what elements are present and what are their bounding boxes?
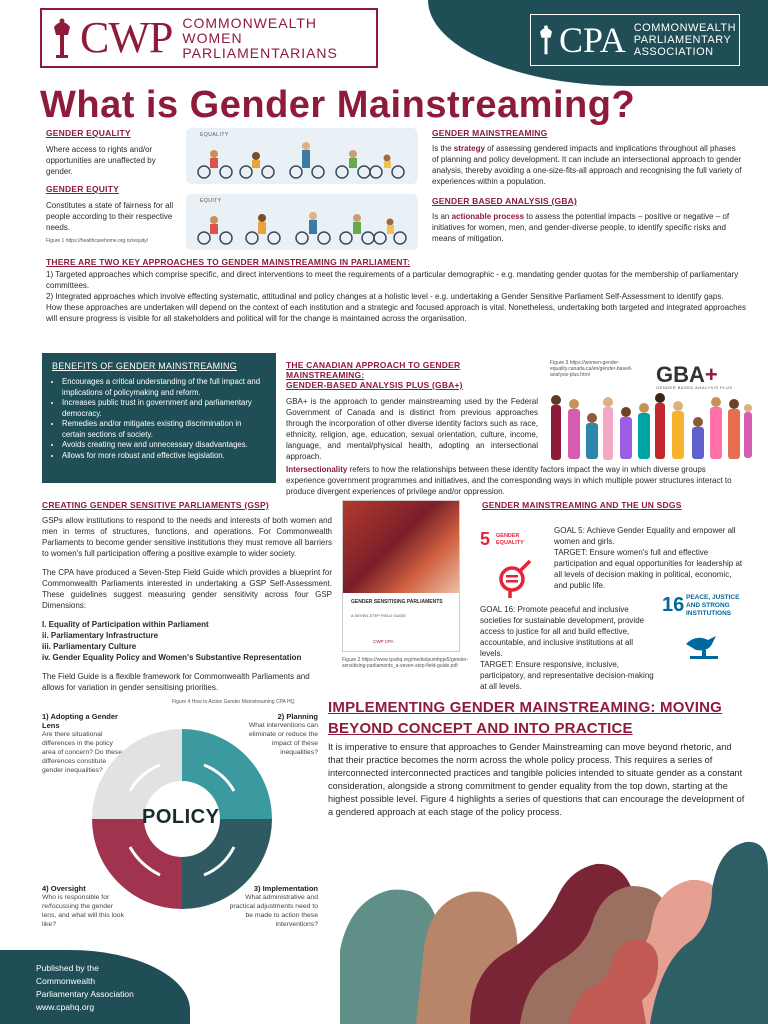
gba-text: Is an actionable process to assess the potential impacts – positive or negative – of initiatives for women, men, and gender-diverse people, to identify specific risks and means of mitigation.: [432, 212, 730, 243]
step-title: 1) Adopting a Gender Lens: [42, 712, 118, 730]
publisher-line: Commonwealth: [36, 976, 96, 986]
publisher-line: Published by the: [36, 963, 99, 973]
mace-crest-icon: [537, 22, 555, 58]
figure2-caption: Figure 2 https://www.cpahq.org/media/pumfqqe5/gender-sensitising-parliaments_a-seven-step-field-guide.pdf: [342, 657, 469, 669]
cwp-logo: [40, 8, 378, 68]
approach-targeted: 1) Targeted approaches which comprise specific, and direct interventions to meet the requirements of a particular demographic - e.g. mandating gender quotas for the membership of parliamentary committees.: [46, 270, 739, 290]
guide-logos: CWP CPA: [373, 639, 394, 644]
cwp-name: COMMONWEALTH WOMEN PARLIAMENTARIANS: [182, 14, 338, 61]
benefits-heading: BENEFITS OF GENDER MAINSTREAMING: [52, 361, 237, 371]
parliament-photo: [343, 501, 460, 593]
benefits-panel: [42, 353, 276, 483]
sdgs-heading: GENDER MAINSTREAMING AND THE UN SDGS: [482, 500, 682, 510]
sdg16-tile: [660, 590, 742, 672]
goal5-text: GOAL 5: Achieve Gender Equality and empower all women and girls.: [554, 526, 736, 546]
canadian-text: GBA+ is the approach to gender mainstreaming used by the Federal Government of Canada and is distinct from previous approaches through the incorporation of other diverse identity factors such as race, ethnicity, religion, age, education, sexual orientation, culture, income, language, and mental/physical health, adopting an intersectional approach.: [286, 397, 538, 461]
figure4-caption: Figure 4 How to Action Gender Mainstreaming CPA HQ: [172, 699, 295, 705]
guide-title: GENDER SENSITISING PARLIAMENTS: [351, 599, 443, 605]
implementing-text: It is imperative to ensure that approaches to Gender Mainstreaming can move beyond rhetoric, and that their practice becomes the norm across the whole policy process. This requires a series of interconnected interconnected practices and tangible policies intended to situate gender as a constant consideration, alongside a strong commitment to gender equality from the top down, starting at the highest possible level. Figure 4 highlights a series of questions that can encourage the development of a gendered approach at each stage of the policy process.: [328, 742, 745, 817]
implementing-block: [328, 741, 748, 819]
sdg16-number: 16: [662, 594, 685, 616]
gender-equity-text: Constitutes a state of fairness for all people according to their respective needs.: [46, 201, 174, 232]
gender-equality-block: [46, 128, 182, 177]
list-item: • Avoids creating new and unnecessary disadvantages.: [62, 440, 266, 451]
gba-heading: GENDER BASED ANALYSIS (GBA): [432, 196, 578, 206]
approaches-block: [46, 257, 746, 324]
step-text: What administrative and practical adjustments need to be made to action these interventions?: [229, 894, 318, 928]
gender-mainstreaming-text: Is the strategy of assessing gendered impacts and implications throughout all phases of planning and policy development. It can include an intersectional approach to gender analysis, thereby avoiding a one-size-fits-all approach and recognising the full variety of experiences within a population.: [432, 144, 742, 186]
intersectionality-block: [286, 464, 746, 497]
canadian-heading: THE CANADIAN APPROACH TO GENDER MAINSTREAMING: GENDER-BASED ANALYSIS PLUS (GBA+): [286, 360, 463, 390]
step-text: What interventions can eliminate or reduce the impact of these inequalities?: [248, 722, 318, 756]
gsp-dimensions: [42, 619, 332, 663]
mace-crest-icon: [50, 17, 74, 59]
gender-mainstreaming-heading: GENDER MAINSTREAMING: [432, 128, 548, 138]
step-title: 3) Implementation: [253, 884, 318, 893]
diverse-people-illustration: [548, 392, 753, 464]
gender-equality-heading: GENDER EQUALITY: [46, 128, 131, 138]
list-item: iii. Parliamentary Culture: [42, 642, 137, 651]
goal16-text: GOAL 16: Promote peaceful and inclusive societies for sustainable development, provide access to justice for all and build effective, accountable, and inclusive institutions at all levels.: [480, 605, 645, 658]
equality-cyclists-icon: [196, 140, 408, 180]
list-item: I. Equality of Participation within Parliament: [42, 620, 209, 629]
sdgs-heading-block: [482, 500, 744, 510]
publisher-url[interactable]: www.cpahq.org: [36, 1002, 95, 1012]
benefits-list: [52, 377, 266, 461]
dove-gavel-icon: [682, 630, 726, 666]
sdg5-number: 5: [480, 529, 491, 549]
gba-plus-subtitle: GENDER BASED ANALYSIS PLUS: [656, 385, 733, 390]
gba-plus-logo: GBA+: [656, 362, 718, 387]
approaches-heading: THERE ARE TWO KEY APPROACHES TO GENDER MAINSTREAMING IN PARLIAMENT:: [46, 257, 411, 267]
canadian-approach-block: [286, 360, 538, 462]
page-title: What is Gender Mainstreaming?: [40, 84, 636, 126]
gsp-heading: CREATING GENDER SENSITIVE PARLIAMENTS (GSP): [42, 500, 269, 510]
equality-illustration: [186, 128, 418, 184]
list-item: • Encourages a critical understanding of the full impact and implications of policymaking and reform.: [62, 377, 266, 398]
gender-equity-heading: GENDER EQUITY: [46, 184, 119, 194]
equity-image-label: EQUITY: [200, 198, 222, 204]
publisher-footer: [0, 950, 190, 1024]
publisher-line: Parliamentary Association: [36, 989, 134, 999]
sdg16-label: PEACE, JUSTICE AND STRONG INSTITUTIONS: [686, 594, 740, 617]
list-item: ii. Parliamentary Infrastructure: [42, 631, 159, 640]
gsp-field-guide: The CPA have produced a Seven-Step Field Guide which provides a blueprint for Commonwealth Parliaments interested in undertaking a GSP Self-Assessment. These guidelines suggest measuring gender sensitivity across four GSP Dimensions:: [42, 568, 332, 610]
step-text: Who is responsible for re/focussing the gender lens, and what will this look like?: [42, 894, 124, 928]
gsp-intro: GSPs allow institutions to respond to the needs and interests of both women and men in terms of structures, functions, and operations. For Commonwealth Parliaments to become gender sensitive institutions they must remove all barriers to women's full participation offering a positive example to wider society.: [42, 516, 332, 558]
guide-subtitle: A SEVEN-STEP FIELD GUIDE: [351, 613, 407, 618]
cpa-abbr: CPA: [559, 20, 626, 60]
step-text: Are there situational differences in the policy area of concern? Do these differences constitute gender inequalities?: [42, 731, 123, 774]
list-item: • Remedies and/or mitigates existing discrimination in certain sections of society.: [62, 419, 266, 440]
figure1-caption: Figure 1 https://healthcarehome.org.nz/equity/: [46, 238, 149, 244]
step-title: 4) Oversight: [42, 884, 86, 893]
gender-equity-block: [46, 184, 182, 233]
gender-equality-icon: [494, 559, 534, 599]
equity-illustration: [186, 194, 418, 250]
equity-cyclists-icon: [196, 206, 408, 246]
list-item: • Allows for more robust and effective legislation.: [62, 451, 266, 462]
approaches-summary: How these approaches are undertaken will depend on the context of each institution and a strategic and focused approach is vital. Nonetheless, undertaking both targeted and integrated approaches will ensure progress is visible for all stakeholders and political will for the change is maintained across the organisation.: [46, 303, 746, 323]
gender-mainstreaming-block: [432, 128, 744, 187]
goal16-target: TARGET: Ensure responsive, inclusive, participatory, and representative decision-making at all levels.: [480, 660, 654, 691]
gsp-block: [42, 500, 332, 693]
gba-block: [432, 196, 744, 244]
women-silhouettes-illustration: [320, 830, 768, 1024]
figure3-caption: Figure 3 https://women-gender-equality.canada.ca/en/gender-based-analysis-plus.html: [550, 360, 633, 378]
sdg16-block: [480, 604, 656, 692]
policy-label: POLICY: [142, 806, 220, 828]
step-title: 2) Planning: [277, 712, 318, 721]
list-item: • Increases public trust in government and parliamentary democracy.: [62, 398, 266, 419]
sdg5-label: GENDER EQUALITY: [496, 533, 524, 546]
goal5-target: TARGET: Ensure women's full and effective participation and equal opportunities for leadership at all levels of decision making in political, economic, and public life.: [554, 548, 743, 590]
cwp-abbr: CWP: [80, 13, 173, 62]
gender-equality-text: Where access to rights and/or opportunities are unaffected by gender.: [46, 145, 156, 176]
sdg5-block: [554, 525, 744, 591]
equality-image-label: EQUALITY: [200, 132, 229, 138]
cpa-logo: [530, 14, 740, 66]
implementing-heading: IMPLEMENTING GENDER MAINSTREAMING: MOVING BEYOND CONCEPT AND INTO PRACTICE: [328, 699, 723, 737]
field-guide-cover: [342, 500, 460, 652]
intersectionality-text: Intersectionality refers to how the relationships between these identity factors impact the way in which diverse groups experience government programmes and initiatives, and the corresponding ways in which multiple power structures interact to produce divergent experiences of privilege and/or oppression.: [286, 465, 732, 496]
gsp-flexible: The Field Guide is a flexible framework for Commonwealth Parliaments and allows for variation in gender sensitising priorities.: [42, 672, 310, 692]
sdg5-tile: [480, 525, 544, 603]
cpa-name: COMMONWEALTH PARLIAMENTARY ASSOCIATION: [633, 22, 737, 58]
approach-integrated: 2) Integrated approaches which involve effecting systematic, attitudinal and policy changes at a holistic level - e.g. undertaking a Gender Sensitive Parliament Self-Assessment to identify gaps.: [46, 292, 724, 301]
list-item: iv. Gender Equality Policy and Women's Substantive Representation: [42, 653, 302, 662]
